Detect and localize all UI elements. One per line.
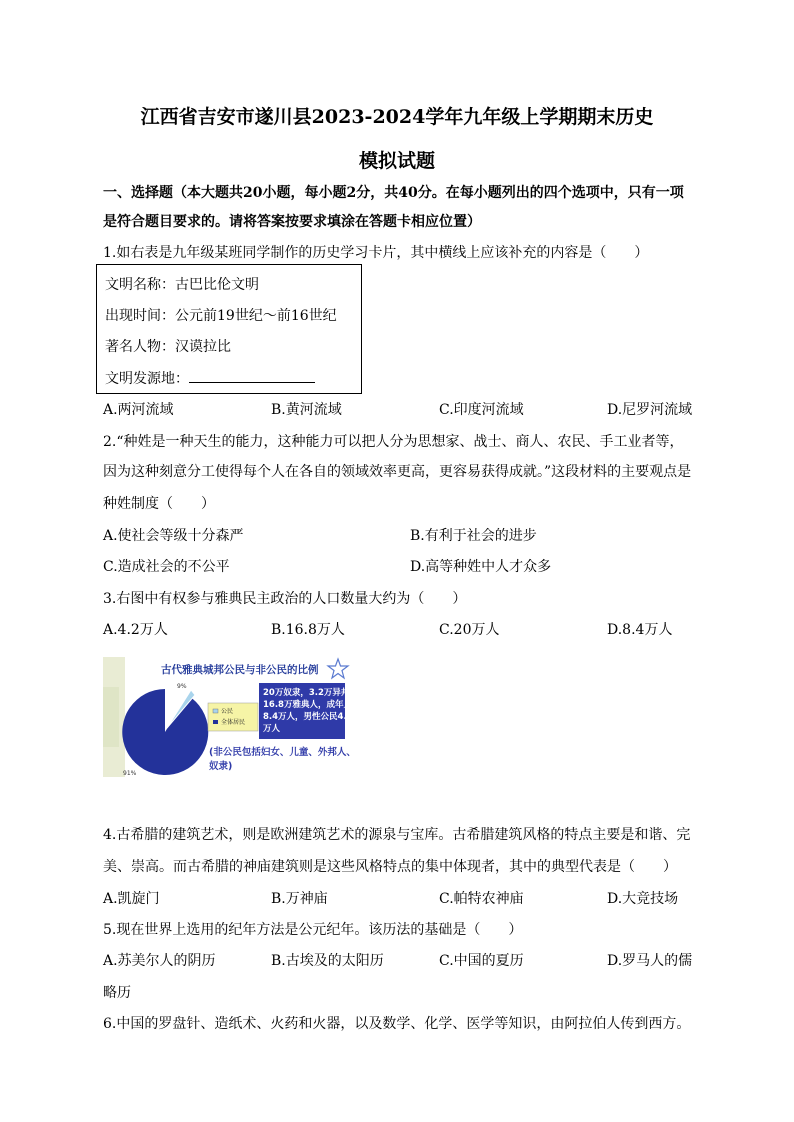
note2-line-2: 奴隶) xyxy=(209,761,233,772)
q2-option-a[interactable]: A.使社会等级十分森严 xyxy=(103,528,244,544)
q4-option-c[interactable]: C.帕特农神庙 xyxy=(439,891,524,907)
legend-swatch-residents xyxy=(213,720,218,724)
exam-title-line2: 模拟试题 xyxy=(358,150,435,172)
q1-option-d[interactable]: D.尼罗河流域 xyxy=(607,402,693,418)
card-time: 出现时间：公元前19世纪～前16世纪 xyxy=(105,308,337,324)
q3-option-d[interactable]: D.8.4万人 xyxy=(607,622,673,638)
q3-athens-figure xyxy=(103,657,367,777)
q1-study-card xyxy=(96,264,362,394)
legend-label-citizens: 公民 xyxy=(221,708,234,715)
q6-stem: 6.中国的罗盘针、造纸术、火药和火器，以及数学、化学、医学等知识，由阿拉伯人传到西方。 xyxy=(103,1016,691,1032)
pie-label-large: 91% xyxy=(123,770,137,777)
q5-option-c[interactable]: C.中国的夏历 xyxy=(439,953,524,969)
section-instruction-line2: 是符合题目要求的。请将答案按要求填涂在答题卡相应位置） xyxy=(103,214,481,230)
q1-option-a[interactable]: A.两河流域 xyxy=(103,402,174,418)
card-person: 著名人物：汉谟拉比 xyxy=(105,339,231,355)
q4-stem-line1: 4.古希腊的建筑艺术，则是欧洲建筑艺术的源泉与宝库。古希腊建筑风格的特点主要是和谐、完 xyxy=(103,827,691,843)
q4-stem-line2: 美、崇高。而古希腊的神庙建筑则是这些风格特点的集中体现者，其中的典型代表是（ ） xyxy=(103,859,677,875)
card-name: 文明名称：古巴比伦文明 xyxy=(105,277,259,293)
exam-title-line1: 江西省吉安市遂川县2023-2024学年九年级上学期期末历史 xyxy=(140,106,654,128)
q4-option-a[interactable]: A.凯旋门 xyxy=(103,891,160,907)
note-line-1: 20万奴隶，3.2万异邦人， xyxy=(263,688,367,698)
q5-option-d-wrap: 略历 xyxy=(103,985,131,1001)
card-origin-row xyxy=(105,368,315,389)
q5-option-d[interactable]: D.罗马人的儒 xyxy=(607,953,693,969)
q3-option-b[interactable]: B.16.8万人 xyxy=(271,622,345,638)
q5-stem: 5.现在世界上选用的纪年方法是公元纪年。该历法的基础是（ ） xyxy=(103,922,523,938)
figure-title: 古代雅典城邦公民与非公民的比例 xyxy=(161,664,319,676)
legend-swatch-citizens xyxy=(213,709,218,713)
q4-option-d[interactable]: D.大竞技场 xyxy=(607,891,679,907)
q5-option-a[interactable]: A.苏美尔人的阴历 xyxy=(103,953,216,969)
q1-option-c[interactable]: C.印度河流域 xyxy=(439,402,524,418)
q3-option-a[interactable]: A.4.2万人 xyxy=(103,622,168,638)
q3-option-c[interactable]: C.20万人 xyxy=(439,622,500,638)
athens-population-pie-figure xyxy=(103,657,367,777)
q2-stem-line3: 种姓制度（ ） xyxy=(103,496,215,512)
note-line-4: 万人 xyxy=(263,724,281,734)
pie-label-small: 9% xyxy=(177,683,187,690)
card-origin-label: 文明发源地： xyxy=(105,371,189,387)
q2-option-c[interactable]: C.造成社会的不公平 xyxy=(103,559,230,575)
legend-label-residents: 全体居民 xyxy=(221,719,246,726)
section-instruction-line1: 一、选择题（本大题共20小题，每小题2分，共40分。在每小题列出的四个选项中，只有一项 xyxy=(103,185,684,201)
note2-line-1: (非公民包括妇女、儿童、外邦人、 xyxy=(209,747,356,758)
q1-option-b[interactable]: B.黄河流域 xyxy=(271,402,342,418)
q4-option-b[interactable]: B.万神庙 xyxy=(271,891,328,907)
q2-option-d[interactable]: D.高等种姓中人才众多 xyxy=(410,559,552,575)
q3-stem: 3.右图中有权参与雅典民主政治的人口数量大约为（ ） xyxy=(103,591,467,607)
note-line-2: 16.8万雅典人，成年人 xyxy=(263,700,352,710)
q2-option-b[interactable]: B.有利于社会的进步 xyxy=(410,528,537,544)
q2-stem-line2: 因为这种刻意分工使得每个人在各自的领域效率更高，更容易获得成就。”这段材料的主要观点是 xyxy=(103,464,692,480)
note-line-3: 8.4万人，男性公民4.2 xyxy=(263,712,353,722)
q1-stem: 1.如右表是九年级某班同学制作的历史学习卡片，其中横线上应该补充的内容是（ ） xyxy=(103,245,649,261)
q5-option-b[interactable]: B.古埃及的太阳历 xyxy=(271,953,384,969)
card-origin-blank xyxy=(189,368,315,383)
q2-stem-line1: 2.“种姓是一种天生的能力，这种能力可以把人分为思想家、战士、商人、农民、手工业者等， xyxy=(103,434,684,450)
